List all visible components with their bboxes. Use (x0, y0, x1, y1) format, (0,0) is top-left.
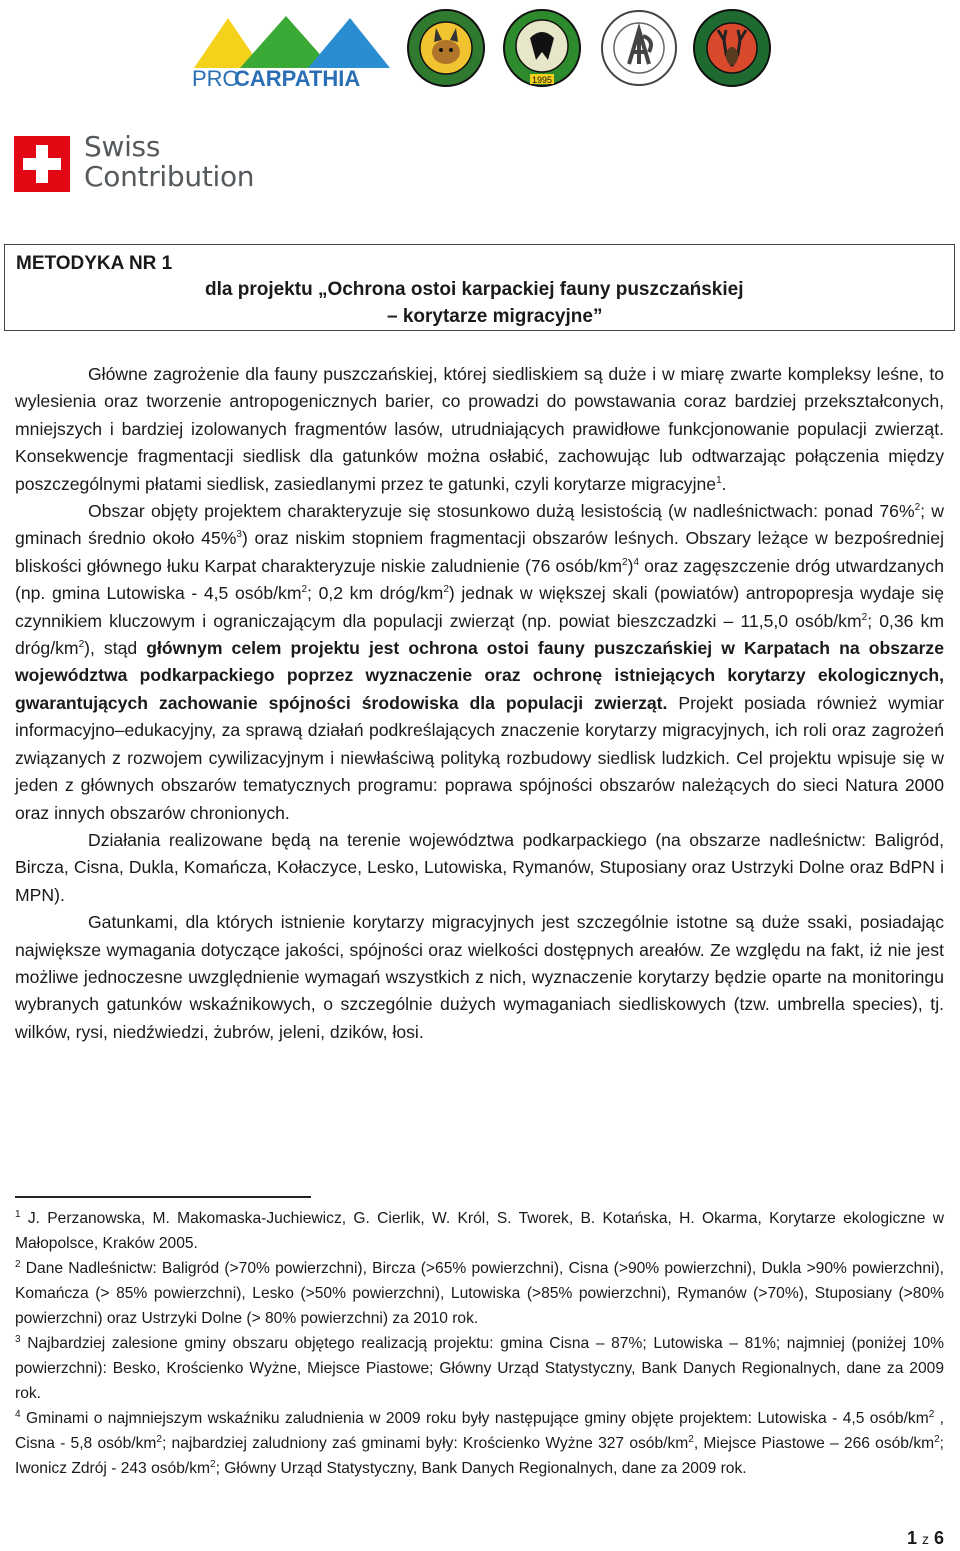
page-sep: z (921, 1531, 929, 1547)
p1-text: Główne zagrożenie dla fauny puszczańskiej, której siedliskiem są duże i w miarę zwarte kompleksy leśne, to wylesienia oraz tworzenie antropogenicznych barier, co prowadzi do powstawania coraz bardziej przekształconych, mniejszych i bardziej izolowanych fragmentów lasów, utrudniających prawidłowe funkcjonowanie populacji zwierząt. Konsekwencje fragmentacji siedlisk dla gatunków można osłabić, zachowując lub odtwarzając połączenia między poszczególnymi płatami siedlisk, zasiedlanymi przez te gatunki, czyli korytarze migracyjne (15, 364, 944, 494)
footnote-ref-4[interactable]: 4 (633, 556, 640, 568)
superscript-2: 2 (688, 1433, 694, 1445)
logo-carpathia: CARPATHIA (234, 66, 361, 88)
procarpathia-logo (190, 16, 392, 88)
swiss-line1: Swiss (84, 130, 161, 163)
lynx-emblem-icon (406, 8, 486, 88)
footnote-number: 2 (15, 1258, 21, 1270)
swiss-cross-icon (14, 136, 70, 192)
footnote-text: Gminami o najmniejszym wskaźniku zaludnienia w 2009 roku były następujące gminy objęte projektem: Lutowiska - 4,5 osób/km (20, 1410, 929, 1427)
eagle-emblem-icon (502, 8, 582, 88)
footnote-text: J. Perzanowska, M. Makomaska-Juchiewicz, G. Cierlik, W. Król, S. Tworek, B. Kotańska, H. Okarma, Korytarze ekologiczne w Małopolsce, Kraków 2005. (15, 1210, 944, 1252)
paragraph-1 (15, 361, 944, 498)
project-title-line1: dla projektu „Ochrona ostoi karpackiej fauny puszczańskiej (205, 279, 744, 300)
p2-text-g: ) jednak w większej skali (powiatów) antropopresja wydaje się czynnikiem kluczowym i ograniczającym dla populacji zwierząt (np. powiat bieszczadzki – 11,5,0 osób/km (15, 583, 944, 631)
footnote-ref-3[interactable]: 3 (236, 529, 242, 541)
document-title: METODYKA NR 1 (16, 253, 173, 274)
superscript-2: 2 (622, 556, 628, 568)
footnote-number: 4 (15, 1408, 21, 1420)
document-body (15, 361, 944, 1046)
superscript-2: 2 (156, 1433, 162, 1445)
project-title-line2: – korytarze migracyjne” (387, 306, 603, 327)
project-goal-bold: głównym celem projektu jest ochrona ostoi fauny puszczańskiej w Karpatach na obszarze województwa podkarpackiego poprzez wyznaczenie oraz ochronę istniejących korytarzy ekologicznych, gwarantujących zachowanie spójności środowiska dla populacji zwierząt. (15, 638, 944, 713)
footnote-separator (15, 1196, 311, 1198)
superscript-2: 2 (78, 639, 85, 651)
swiss-line2: Contribution (84, 160, 255, 193)
footnote-text: Dane Nadleśnictw: Baligród (>70% powierzchni), Bircza (>65% powierzchni), Cisna (>90% powierzchni), Dukla >90% powierzchni), Komańcza (> 85% powierzchni), Lesko (>50% powierzchni), Lutowiska (>85% powierzchni), Rymanów (>70%), Stuposiany (>80% powierzchni) oraz Ustrzyki Dolne (> 80% powierzchni) za 2010 rok. (15, 1260, 944, 1327)
page-current: 1 (906, 1528, 917, 1548)
deer-emblem-icon (692, 8, 772, 88)
footnote-number: 1 (15, 1208, 21, 1220)
p1-end: . (721, 473, 727, 494)
footnote-3 (15, 1331, 944, 1406)
p2-text-a: Obszar objęty projektem charakteryzuje się stosunkowo dużą lesistością (w nadleśnictwach: ponad 76% (88, 501, 915, 522)
footnote-number: 3 (15, 1333, 21, 1345)
page-total: 6 (933, 1528, 944, 1548)
p2-text-j: Projekt posiada również wymiar informacyjno–edukacyjny, za sprawą działań podkreślających znaczenie korytarzy migracyjnych, ich roli oraz zagrożeń związanych z rozwojem cywilizacyjnym i niewłaściwą polityką rozbudowy siedlisk ludzkich. Cel projektu wpisuje się w jeden z głównych obszarów tematycznych programu: poprawa spójności obszarów należących do sieci Natura 2000 oraz innych obszarów chronionych. (15, 692, 944, 823)
swiss-contribution-logo (14, 130, 284, 194)
p2-text-e: oraz zagęszczenie dróg utwardzanych (np. gmina Lutowiska - 4,5 osób/km (15, 555, 944, 604)
p2-text-b: ; w gminach średnio około 45% (15, 501, 944, 549)
p2-text-i: ), stąd (84, 638, 147, 659)
superscript-2: 2 (934, 1433, 940, 1445)
footnote-text: ; najbardziej zaludniony zaś gminami były: Krościenko Wyżne 327 osób/km (161, 1435, 689, 1452)
p2-text-c: ) oraz niskim stopniem fragmentacji obszarów leśnych. Obszary leżące w bezpośredniej bliskości głównego łuku Karpat charakteryzuje niskie zaludnienie (76 osób/km (15, 528, 944, 576)
superscript-2: 2 (861, 611, 868, 623)
footnote-2 (15, 1256, 944, 1331)
paragraph-3: Działania realizowane będą na terenie województwa podkarpackiego (na obszarze nadleśnictw: Baligród, Bircza, Cisna, Dukla, Komańcza, Kołaczyce, Lesko, Lutowiska, Rymanów, Stuposiany oraz Ustrzyki Dolne oraz BdPN i MPN). (15, 829, 944, 905)
footnote-1 (15, 1206, 944, 1256)
footnote-text: ; Główny Urząd Statystyczny, Bank Danych Regionalnych, dane za 2009 rok. (215, 1460, 747, 1477)
seal-year: 1995 (531, 75, 553, 85)
p2-text-f: ; 0,2 km dróg/km (307, 583, 444, 604)
footnote-text: , Miejsce Piastowe – 266 osób/km (693, 1435, 935, 1452)
footnote-text: , Cisna - 5,8 osób/km (15, 1410, 944, 1452)
superscript-2: 2 (443, 584, 449, 596)
footnote-ref-1[interactable]: 1 (716, 474, 722, 486)
logo-row (0, 4, 960, 90)
footnotes (15, 1206, 944, 1481)
footnote-text: Najbardziej zalesione gminy obszaru objętego realizacją projektu: gmina Cisna – 87%; Lutowiska – 81%; najmniej (poniżej 10% powierzchni): Besko, Krościenko Wyżne, Miejsce Piastowe; Główny Urząd Statystyczny, Bank Danych Regionalnych, dane za 2009 rok. (15, 1335, 944, 1402)
p2-text-d: ) (627, 555, 634, 576)
swiss-contribution-text (84, 132, 254, 192)
page-number (907, 1528, 944, 1549)
paragraph-2 (15, 498, 944, 827)
logo-pro: PRO (192, 66, 240, 88)
footnote-4 (15, 1406, 944, 1481)
superscript-2: 2 (210, 1458, 216, 1470)
forest-emblem-icon (599, 8, 679, 88)
blue-peak (308, 18, 390, 68)
paragraph-4: Gatunkami, dla których istnienie korytarzy migracyjnych jest szczególnie istotne są duże ssaki, posiadając największe wymagania dotyczące jakości, spójności oraz wielkości dostępnych areałów. Ze względu na fakt, iż nie jest możliwe jednoczesne uwzględnienie wymagań wszystkich z nich, wyznaczenie korytarzy będzie oparte na monitoringu wybranych gatunków wskaźnikowych, o szczególnie dużych wymaganiach siedliskowych (tzw. umbrella species), tj. wilków, rysi, niedźwiedzi, żubrów, jeleni, dzików, łosi. (15, 912, 944, 1042)
title-box (4, 244, 955, 331)
superscript-2: 2 (928, 1408, 935, 1420)
footnote-ref-2[interactable]: 2 (914, 502, 921, 514)
p2-text-h: ; 0,36 km dróg/km (15, 610, 944, 659)
footnote-text: ; Iwonicz Zdrój - 243 osób/km (15, 1435, 945, 1477)
superscript-2: 2 (301, 584, 308, 596)
